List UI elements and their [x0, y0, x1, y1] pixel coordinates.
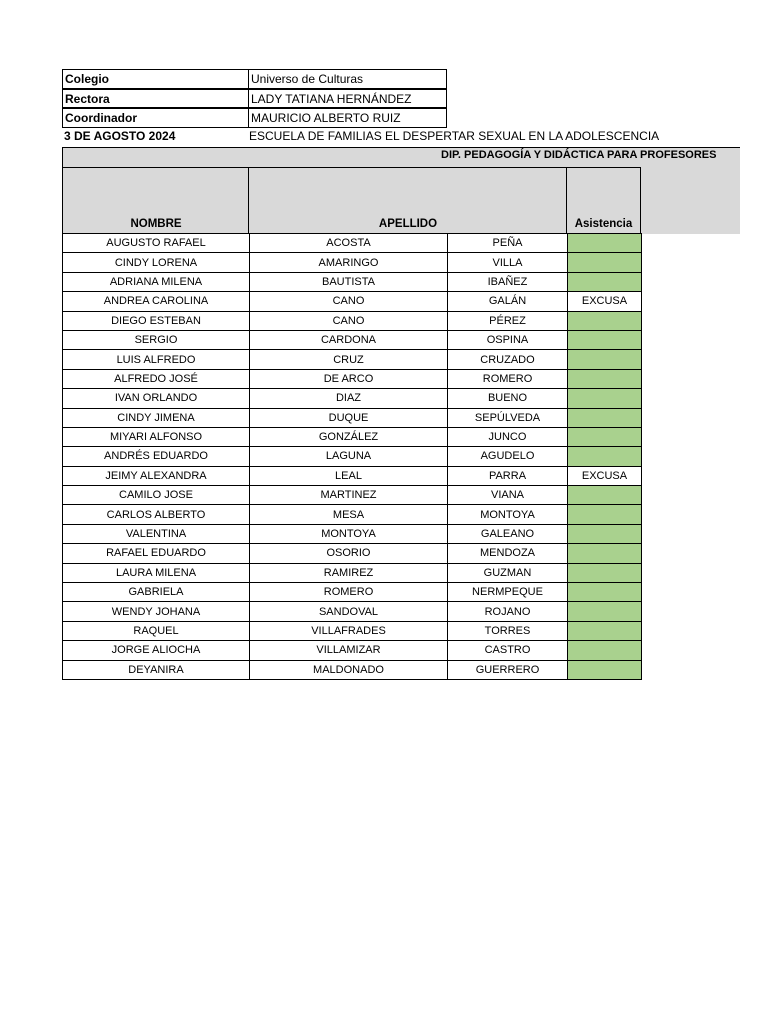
cell-nombre: ALFREDO JOSÉ [63, 369, 250, 388]
cell-primer-apellido: LAGUNA [250, 447, 448, 466]
cell-segundo-apellido: PARRA [448, 466, 568, 485]
cell-asistencia[interactable] [568, 505, 642, 524]
col-header-apellido: APELLIDO [248, 167, 567, 234]
cell-nombre: GABRIELA [63, 583, 250, 602]
cell-asistencia[interactable] [568, 369, 642, 388]
cell-primer-apellido: ACOSTA [250, 234, 448, 253]
table-row [63, 234, 642, 253]
cell-nombre: MIYARI ALFONSO [63, 427, 250, 446]
cell-segundo-apellido: GALÁN [448, 292, 568, 311]
cell-nombre: LUIS ALFREDO [63, 350, 250, 369]
cell-asistencia[interactable] [568, 272, 642, 291]
cell-asistencia[interactable]: EXCUSA [568, 292, 642, 311]
cell-primer-apellido: VILLAMIZAR [250, 641, 448, 660]
cell-nombre: CAMILO JOSE [63, 486, 250, 505]
cell-primer-apellido: DE ARCO [250, 369, 448, 388]
header-extension [641, 167, 740, 234]
cell-segundo-apellido: VILLA [448, 253, 568, 272]
cell-primer-apellido: MARTINEZ [250, 486, 448, 505]
cell-primer-apellido: VILLAFRADES [250, 621, 448, 640]
cell-nombre: DEYANIRA [63, 660, 250, 679]
cell-primer-apellido: MESA [250, 505, 448, 524]
cell-nombre: DIEGO ESTEBAN [63, 311, 250, 330]
cell-asistencia[interactable] [568, 350, 642, 369]
cell-asistencia[interactable] [568, 234, 642, 253]
table-row [63, 466, 642, 485]
cell-primer-apellido: CARDONA [250, 330, 448, 349]
cell-segundo-apellido: PEÑA [448, 234, 568, 253]
cell-nombre: ANDREA CAROLINA [63, 292, 250, 311]
cell-segundo-apellido: JUNCO [448, 427, 568, 446]
cell-segundo-apellido: OSPINA [448, 330, 568, 349]
cell-nombre: WENDY JOHANA [63, 602, 250, 621]
table-row [63, 408, 642, 427]
event-date: 3 DE AGOSTO 2024 [64, 129, 176, 143]
table-row [63, 524, 642, 543]
cell-nombre: VALENTINA [63, 524, 250, 543]
table-row [63, 272, 642, 291]
cell-segundo-apellido: CRUZADO [448, 350, 568, 369]
cell-segundo-apellido: SEPÚLVEDA [448, 408, 568, 427]
table-row [63, 427, 642, 446]
attendance-table [62, 233, 642, 680]
table-row [63, 253, 642, 272]
table-row [63, 292, 642, 311]
cell-segundo-apellido: TORRES [448, 621, 568, 640]
cell-asistencia[interactable] [568, 563, 642, 582]
cell-segundo-apellido: BUENO [448, 389, 568, 408]
cell-primer-apellido: CRUZ [250, 350, 448, 369]
cell-primer-apellido: DIAZ [250, 389, 448, 408]
cell-segundo-apellido: GALEANO [448, 524, 568, 543]
cell-segundo-apellido: GUZMAN [448, 563, 568, 582]
cell-asistencia[interactable] [568, 447, 642, 466]
cell-segundo-apellido: IBAÑEZ [448, 272, 568, 291]
table-row [63, 544, 642, 563]
cell-asistencia[interactable] [568, 427, 642, 446]
cell-segundo-apellido: VIANA [448, 486, 568, 505]
cell-segundo-apellido: MENDOZA [448, 544, 568, 563]
cell-segundo-apellido: NERMPEQUE [448, 583, 568, 602]
cell-segundo-apellido: PÉREZ [448, 311, 568, 330]
cell-segundo-apellido: CASTRO [448, 641, 568, 660]
table-row [63, 330, 642, 349]
col-header-asistencia: Asistencia [566, 167, 641, 234]
table-row [63, 311, 642, 330]
colegio-value: Universo de Culturas [248, 69, 447, 89]
cell-primer-apellido: RAMIREZ [250, 563, 448, 582]
cell-asistencia[interactable] [568, 389, 642, 408]
attendance-table-body [63, 234, 642, 680]
table-row [63, 641, 642, 660]
cell-nombre: CARLOS ALBERTO [63, 505, 250, 524]
colegio-label: Colegio [62, 69, 249, 89]
col-header-nombre: NOMBRE [62, 167, 249, 234]
cell-segundo-apellido: AGUDELO [448, 447, 568, 466]
cell-nombre: IVAN ORLANDO [63, 389, 250, 408]
cell-primer-apellido: GONZÁLEZ [250, 427, 448, 446]
cell-segundo-apellido: ROJANO [448, 602, 568, 621]
table-row [63, 350, 642, 369]
rectora-label: Rectora [62, 89, 249, 109]
table-row [63, 447, 642, 466]
table-row [63, 563, 642, 582]
group-title-clip [62, 147, 717, 167]
cell-segundo-apellido: GUERRERO [448, 660, 568, 679]
table-row [63, 389, 642, 408]
cell-asistencia[interactable] [568, 311, 642, 330]
cell-nombre: RAQUEL [63, 621, 250, 640]
cell-asistencia[interactable] [568, 641, 642, 660]
cell-primer-apellido: CANO [250, 292, 448, 311]
cell-nombre: CINDY LORENA [63, 253, 250, 272]
cell-primer-apellido: ROMERO [250, 583, 448, 602]
cell-primer-apellido: SANDOVAL [250, 602, 448, 621]
cell-asistencia[interactable] [568, 486, 642, 505]
table-row [63, 583, 642, 602]
cell-primer-apellido: LEAL [250, 466, 448, 485]
cell-nombre: ADRIANA MILENA [63, 272, 250, 291]
cell-nombre: LAURA MILENA [63, 563, 250, 582]
cell-asistencia[interactable]: EXCUSA [568, 466, 642, 485]
cell-asistencia[interactable] [568, 330, 642, 349]
cell-nombre: RAFAEL EDUARDO [63, 544, 250, 563]
cell-nombre: CINDY JIMENA [63, 408, 250, 427]
cell-asistencia[interactable] [568, 621, 642, 640]
cell-primer-apellido: MALDONADO [250, 660, 448, 679]
cell-asistencia[interactable] [568, 660, 642, 679]
cell-primer-apellido: CANO [250, 311, 448, 330]
group-title: DIP. PEDAGOGÍA Y DIDÁCTICA PARA PROFESORES [441, 149, 717, 161]
cell-asistencia[interactable] [568, 583, 642, 602]
cell-segundo-apellido: ROMERO [448, 369, 568, 388]
cell-primer-apellido: MONTOYA [250, 524, 448, 543]
table-row [63, 369, 642, 388]
table-row [63, 660, 642, 679]
table-row [63, 621, 642, 640]
cell-primer-apellido: AMARINGO [250, 253, 448, 272]
cell-primer-apellido: DUQUE [250, 408, 448, 427]
coordinador-label: Coordinador [62, 108, 249, 128]
table-row [63, 486, 642, 505]
coordinador-value: MAURICIO ALBERTO RUIZ [248, 108, 447, 128]
cell-segundo-apellido: MONTOYA [448, 505, 568, 524]
event-title: ESCUELA DE FAMILIAS EL DESPERTAR SEXUAL EN LA ADOLESCENCIA [249, 129, 660, 143]
table-row [63, 602, 642, 621]
cell-asistencia[interactable] [568, 253, 642, 272]
cell-nombre: AUGUSTO RAFAEL [63, 234, 250, 253]
table-row [63, 505, 642, 524]
cell-asistencia[interactable] [568, 602, 642, 621]
cell-nombre: ANDRÉS EDUARDO [63, 447, 250, 466]
cell-asistencia[interactable] [568, 544, 642, 563]
cell-primer-apellido: BAUTISTA [250, 272, 448, 291]
cell-nombre: JEIMY ALEXANDRA [63, 466, 250, 485]
cell-primer-apellido: OSORIO [250, 544, 448, 563]
rectora-value: LADY TATIANA HERNÁNDEZ [248, 89, 447, 109]
cell-asistencia[interactable] [568, 524, 642, 543]
cell-nombre: SERGIO [63, 330, 250, 349]
cell-asistencia[interactable] [568, 408, 642, 427]
cell-nombre: JORGE ALIOCHA [63, 641, 250, 660]
